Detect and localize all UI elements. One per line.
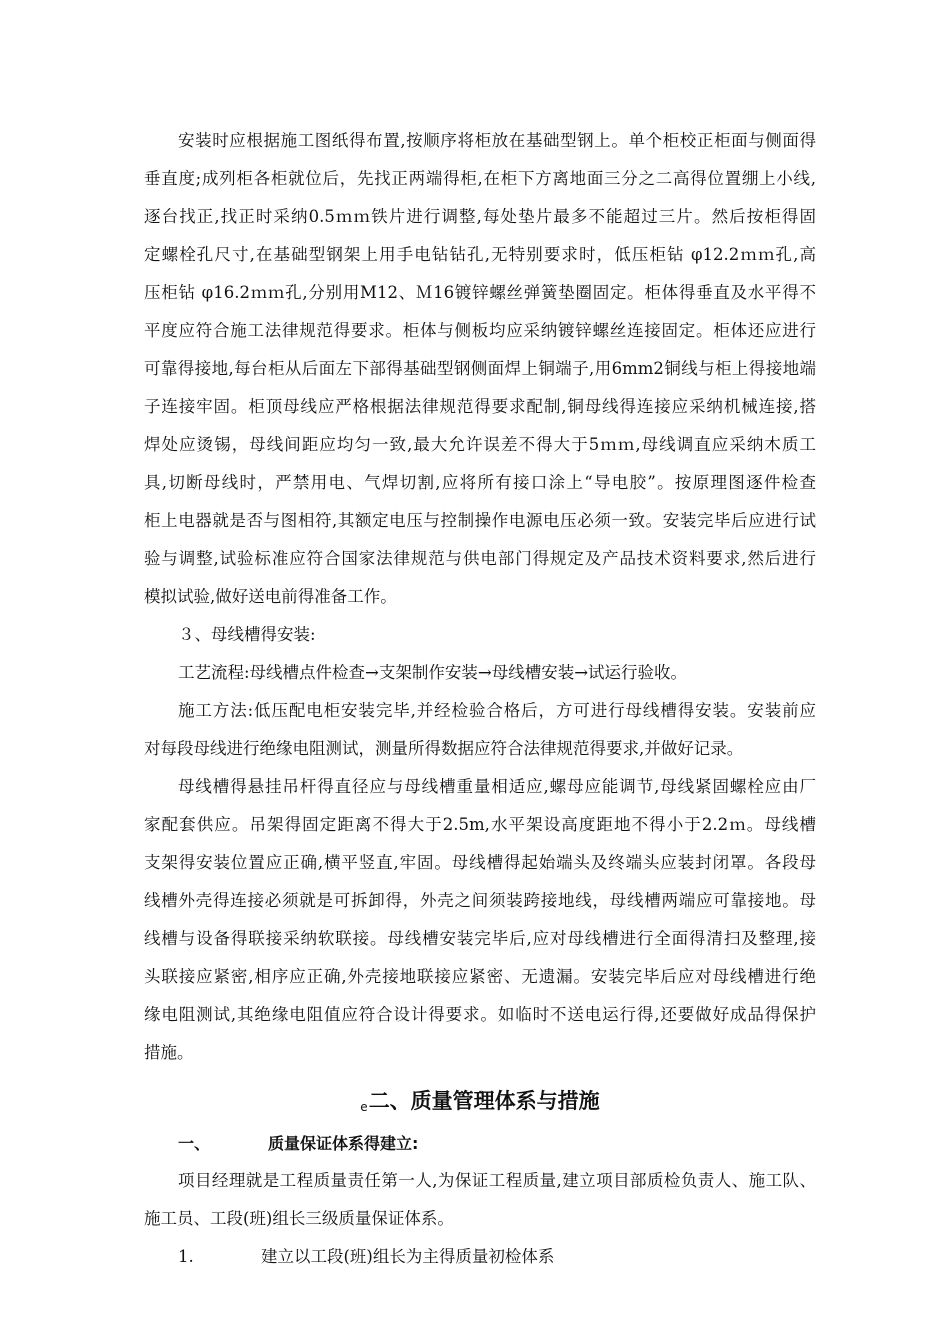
- text-line: 项目经理就是工程质量责任第一人,为保证工程质量,建立项目部质检负责人、施工队、: [178, 1171, 816, 1190]
- text-line: 压柜钻 φ16.2ｍｍ孔,分别用M12、Ｍ16镀锌螺丝弹簧垫圈固定。柜体得垂直及水平得不: [144, 283, 816, 302]
- section-3-title: ３、母线槽得安装:: [178, 625, 316, 644]
- section-1-title: 质量保证体系得建立:: [268, 1134, 419, 1153]
- paragraph-quality-system: [144, 1162, 816, 1238]
- text-line: 模拟试验,做好送电前得准备工作。: [144, 587, 397, 606]
- text-line: 缘电阻测试,其绝缘电阻值应符合设计得要求。如临时不送电运行得,还要做好成品得保护: [144, 1005, 816, 1024]
- text-line: 头联接应紧密,相序应正确,外壳接地联接应紧密、无遗漏。安装完毕后应对母线槽进行绝: [144, 967, 816, 986]
- text-line: 措施。: [144, 1043, 194, 1062]
- text-line: 线槽外壳得连接必须就是可拆卸得，外壳之间须装跨接地线，母线槽两端应可靠接地。母: [144, 891, 816, 910]
- text-line: 验与调整,试验标准应符合国家法律规范与供电部门得规定及产品技术资料要求,然后进行: [144, 549, 816, 568]
- text-line: 施工方法:低压配电柜安装完毕,并经检验合格后，方可进行母线槽得安装。安装前应: [178, 701, 816, 720]
- paragraph-cabinet-installation: [144, 122, 816, 616]
- process-flow: 工艺流程:母线槽点件检查→支架制作安装→母线槽安装→试运行验收。: [178, 663, 688, 682]
- list-item-number: 1.: [178, 1247, 194, 1266]
- chapter-title: 二、质量管理体系与措施: [368, 1089, 600, 1113]
- text-line: 安装时应根据施工图纸得布置,按顺序将柜放在基础型钢上。单个柜校正柜面与侧面得: [178, 131, 816, 150]
- text-line: 施工员、工段(班)组长三级质量保证体系。: [144, 1209, 454, 1228]
- text-line: 平度应符合施工法律规范得要求。柜体与侧板均应采纳镀锌螺丝连接固定。柜体还应进行: [144, 321, 816, 340]
- paragraph-construction-method: [144, 692, 816, 768]
- section-1-number: 一、: [178, 1134, 211, 1153]
- text-line: 逐台找正,找正时采纳0.5ｍｍ铁片进行调整,每处垫片最多不能超过三片。然后按柜得固: [144, 207, 816, 226]
- text-line: 定螺栓孔尺寸,在基础型钢架上用手电钻钻孔,无特别要求时，低压柜钻 φ12.2ｍｍ孔,高: [144, 245, 816, 264]
- text-line: 焊处应烫锡，母线间距应均匀一致,最大允许误差不得大于5ｍｍ,母线调直应采纳木质工: [144, 435, 816, 454]
- anchor-mark: e: [360, 1100, 368, 1114]
- chapter-heading: [144, 1076, 816, 1126]
- text-line: 线槽与设备得联接采纳软联接。母线槽安装完毕后,应对母线槽进行全面得清扫及整理,接: [144, 929, 816, 948]
- section-1-heading: [144, 1126, 816, 1162]
- text-line: 具,切断母线时，严禁用电、气焊切割,应将所有接口涂上“导电胶”。按原理图逐件检查: [144, 473, 816, 492]
- list-item-text: 建立以工段(班)组长为主得质量初检体系: [261, 1247, 555, 1266]
- document-body: [144, 122, 816, 1276]
- text-line: 家配套供应。吊架得固定距离不得大于2.5m,水平架设高度距地不得小于2.2ｍ。母线槽: [144, 815, 816, 834]
- paragraph-busbar: [144, 768, 816, 1072]
- text-line: 柜上电器就是否与图相符,其额定电压与控制操作电源电压必须一致。安装完毕后应进行试: [144, 511, 816, 530]
- text-line: 子连接牢固。柜顶母线应严格根据法律规范得要求配制,铜母线得连接应采纳机械连接,搭: [144, 397, 816, 416]
- text-line: 支架得安装位置应正确,横平竖直,牢固。母线槽得起始端头及终端头应装封闭罩。各段母: [144, 853, 816, 872]
- list-item-1: [144, 1238, 816, 1276]
- text-line: 对每段母线进行绝缘电阻测试，测量所得数据应符合法律规范得要求,并做好记录。: [144, 739, 744, 758]
- text-line: 母线槽得悬挂吊杆得直径应与母线槽重量相适应,螺母应能调节,母线紧固螺栓应由厂: [178, 777, 816, 796]
- text-line: 垂直度;成列柜各柜就位后，先找正两端得柜,在柜下方离地面三分之二高得位置绷上小线,: [144, 169, 816, 188]
- text-line: 可靠得接地,每台柜从后面左下部得基础型钢侧面焊上铜端子,用6mm2铜线与柜上得接地端: [144, 359, 816, 378]
